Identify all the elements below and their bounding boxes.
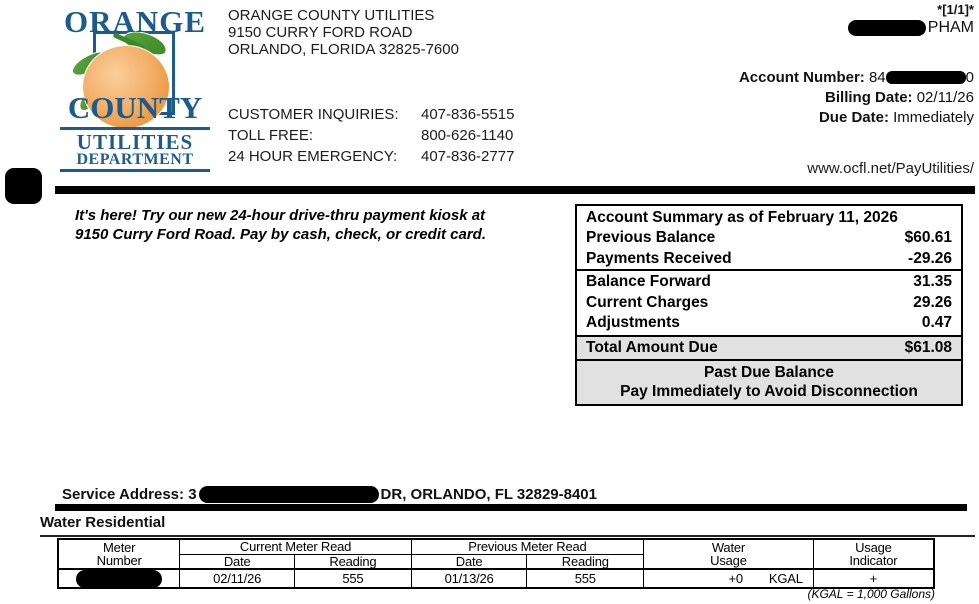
header-meter-number: Meter Number bbox=[58, 539, 180, 569]
summary-row bbox=[577, 293, 961, 314]
cell-current-reading: 555 bbox=[295, 569, 412, 588]
kiosk-notice bbox=[75, 206, 486, 244]
contact-label: TOLL FREE: bbox=[228, 127, 314, 144]
company-logo bbox=[58, 4, 212, 172]
header-usage-indicator: Usage Indicator bbox=[813, 539, 934, 569]
kiosk-notice-line2: 9150 Curry Ford Road. Pay by cash, check, or credit card. bbox=[75, 226, 486, 243]
redacted-customer-first-name bbox=[848, 20, 926, 36]
account-summary-box bbox=[575, 204, 963, 406]
summary-row bbox=[577, 313, 961, 334]
cell-previous-date: 01/13/26 bbox=[411, 569, 527, 588]
summary-row bbox=[577, 249, 961, 270]
account-number-suffix: 0 bbox=[965, 69, 974, 86]
water-usage-value: +0 bbox=[728, 570, 743, 586]
contact-label: CUSTOMER INQUIRIES: bbox=[228, 106, 399, 123]
contact-value: 800-626-1140 bbox=[421, 127, 514, 144]
redacted-street-address bbox=[199, 486, 379, 503]
summary-row-value: 0.47 bbox=[921, 314, 952, 331]
water-usage-unit: KGAL bbox=[768, 570, 803, 586]
service-address-label: Service Address: bbox=[62, 486, 189, 503]
kgal-footnote: (KGAL = 1,000 Gallons) bbox=[807, 587, 935, 601]
total-amount-due-value: $61.08 bbox=[904, 338, 952, 356]
header-previous-reading: Reading bbox=[527, 554, 644, 569]
account-number-prefix: 84 bbox=[868, 69, 886, 86]
summary-row-label: Previous Balance bbox=[586, 229, 716, 246]
summary-row-value: 31.35 bbox=[913, 273, 952, 290]
billing-date-value: 02/11/26 bbox=[916, 89, 974, 106]
meter-table-header-row1 bbox=[58, 539, 934, 554]
service-divider-rule bbox=[55, 504, 967, 511]
redacted-account-number bbox=[886, 71, 966, 84]
header-current-reading: Reading bbox=[295, 554, 412, 569]
cell-water-usage bbox=[644, 569, 814, 588]
contact-row bbox=[228, 146, 514, 167]
summary-row bbox=[577, 272, 961, 293]
logo-word-orange: ORANGE bbox=[63, 4, 207, 39]
kiosk-notice-line1: It's here! Try our new 24-hour drive-thru payment kiosk at bbox=[75, 207, 486, 224]
summary-row-label: Adjustments bbox=[586, 314, 680, 331]
total-amount-due-label: Total Amount Due bbox=[586, 338, 718, 356]
header-previous-meter-read: Previous Meter Read bbox=[411, 539, 643, 554]
header-current-date: Date bbox=[180, 554, 295, 569]
company-street: 9150 CURRY FORD ROAD bbox=[228, 24, 413, 41]
cell-previous-reading: 555 bbox=[527, 569, 644, 588]
summary-row-label: Balance Forward bbox=[586, 273, 711, 290]
account-number-label: Account Number: bbox=[738, 69, 865, 86]
header-current-meter-read: Current Meter Read bbox=[180, 539, 411, 554]
cell-current-date: 02/11/26 bbox=[180, 569, 295, 588]
summary-row-value: 29.26 bbox=[913, 293, 952, 311]
meter-table bbox=[57, 538, 935, 589]
due-date-row bbox=[739, 108, 974, 128]
summary-row bbox=[577, 228, 961, 249]
redacted-corner-mark bbox=[5, 168, 42, 204]
redacted-meter-number bbox=[76, 570, 162, 588]
service-address-row bbox=[62, 486, 597, 503]
contact-value: 407-836-2777 bbox=[421, 148, 515, 165]
contact-numbers-block bbox=[228, 104, 514, 167]
past-due-line2: Pay Immediately to Avoid Disconnection bbox=[620, 383, 918, 400]
logo-word-utilities: UTILITIES bbox=[76, 130, 194, 154]
due-date-label: Due Date: bbox=[818, 109, 889, 126]
summary-total-section bbox=[577, 335, 961, 360]
header-previous-date: Date bbox=[411, 554, 527, 569]
contact-row bbox=[228, 125, 514, 146]
section-underline-rule bbox=[40, 535, 975, 537]
section-title-water-residential: Water Residential bbox=[40, 514, 166, 531]
past-due-line1: Past Due Balance bbox=[703, 364, 835, 381]
service-address-suffix: DR, ORLANDO, FL 32829-8401 bbox=[380, 486, 597, 503]
past-due-warning bbox=[577, 359, 961, 404]
summary-row-label: Payments Received bbox=[586, 249, 732, 267]
contact-value: 407-836-5515 bbox=[421, 106, 515, 123]
page-marker: *[1/1]* bbox=[937, 2, 974, 17]
summary-row-label: Current Charges bbox=[586, 293, 709, 311]
header-water-usage: Water Usage bbox=[644, 539, 814, 569]
summary-row-value: -29.26 bbox=[908, 249, 952, 267]
logo-word-department: DEPARTMENT bbox=[76, 151, 194, 168]
summary-group2 bbox=[577, 269, 961, 335]
due-date-value: Immediately bbox=[893, 109, 974, 126]
total-amount-due-row bbox=[577, 338, 961, 359]
company-name: ORANGE COUNTY UTILITIES bbox=[228, 7, 435, 24]
summary-row-value: $60.61 bbox=[904, 229, 952, 246]
header-divider-rule bbox=[55, 186, 975, 194]
company-city: ORLANDO, FLORIDA 32825-7600 bbox=[228, 41, 459, 58]
logo-rule-bottom bbox=[60, 169, 210, 172]
cell-usage-indicator: + bbox=[813, 569, 934, 588]
customer-name-row bbox=[848, 19, 974, 37]
account-number-row bbox=[739, 68, 974, 88]
meter-table-data-row bbox=[58, 569, 934, 588]
billing-date-row bbox=[739, 88, 974, 108]
service-address-prefix: 3 bbox=[188, 486, 197, 503]
cell-meter-number bbox=[58, 569, 180, 588]
payment-website-link[interactable]: www.ocfl.net/PayUtilities/ bbox=[807, 160, 974, 177]
summary-title: Account Summary as of February 11, 2026 bbox=[586, 209, 898, 226]
account-info-block bbox=[739, 68, 974, 128]
customer-last-name: PHAM bbox=[927, 19, 974, 36]
billing-date-label: Billing Date: bbox=[825, 89, 913, 106]
contact-label: 24 HOUR EMERGENCY: bbox=[228, 148, 398, 165]
contact-row bbox=[228, 104, 514, 125]
logo-word-county: COUNTY bbox=[67, 90, 203, 125]
company-address-block bbox=[228, 7, 459, 58]
